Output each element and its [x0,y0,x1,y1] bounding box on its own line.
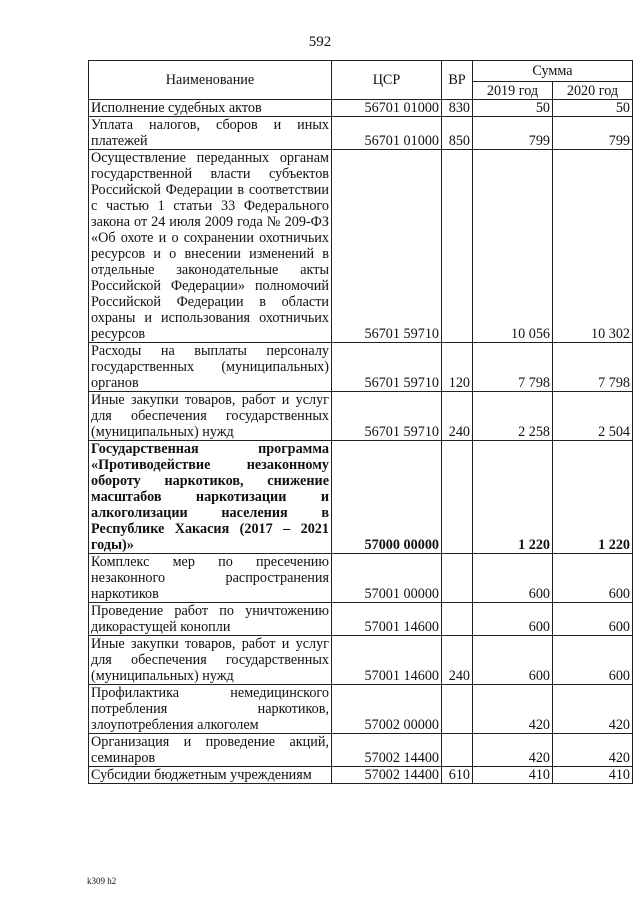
table-row [89,343,633,392]
row-value-2020: 600 [553,554,633,603]
row-value-2019: 410 [473,767,553,784]
row-csr: 57002 14400 [332,767,442,784]
row-value-2019: 7 798 [473,343,553,392]
row-name: Проведение работ по уничтожению дикорастущей конопли [89,603,332,636]
row-csr: 57002 00000 [332,685,442,734]
table-row [89,734,633,767]
row-value-2019: 10 056 [473,150,553,343]
row-vr: 120 [442,343,473,392]
row-value-2019: 420 [473,685,553,734]
row-csr: 56701 59710 [332,150,442,343]
row-csr: 57002 14400 [332,734,442,767]
table-row [89,150,633,343]
row-name: Иные закупки товаров, работ и услуг для обеспечения государственных (муниципальных) нужд [89,392,332,441]
row-value-2020: 7 798 [553,343,633,392]
page-number: 592 [308,34,332,50]
row-vr: 240 [442,636,473,685]
row-name: Государственная программа «Противодействие незаконному обороту наркотиков, снижение масштабов наркотизации и алкоголизации населения в Республике Хакасия (2017 – 2021 годы)» [89,441,332,554]
table-row [89,603,633,636]
table-row [89,441,633,554]
header-vr: ВР [442,61,473,100]
row-value-2019: 600 [473,554,553,603]
header-year-2020: 2020 год [553,82,633,100]
row-vr: 830 [442,100,473,117]
table-row [89,392,633,441]
row-name: Уплата налогов, сборов и иных платежей [89,117,332,150]
table-row [89,636,633,685]
footer-code: k309 h2 [87,876,117,886]
row-vr: 240 [442,392,473,441]
row-csr: 56701 59710 [332,343,442,392]
row-value-2020: 600 [553,636,633,685]
row-value-2020: 10 302 [553,150,633,343]
row-csr: 57000 00000 [332,441,442,554]
table-body [89,100,633,784]
row-name: Профилактика немедицинского потребления наркотиков, злоупотребления алкоголем [89,685,332,734]
row-name: Исполнение судебных актов [89,100,332,117]
row-value-2019: 420 [473,734,553,767]
row-csr: 56701 59710 [332,392,442,441]
row-value-2020: 2 504 [553,392,633,441]
table-row [89,554,633,603]
row-value-2019: 600 [473,603,553,636]
row-name: Организация и проведение акций, семинаров [89,734,332,767]
row-value-2020: 799 [553,117,633,150]
row-csr: 57001 14600 [332,636,442,685]
row-vr: 850 [442,117,473,150]
row-name: Расходы на выплаты персоналу государственных (муниципальных) органов [89,343,332,392]
table-row [89,767,633,784]
budget-table [88,60,633,784]
row-value-2019: 2 258 [473,392,553,441]
row-name: Осуществление переданных органам государственной власти субъектов Российской Федерации в соответствии с частью 1 статьи 33 Федерального закона от 24 июля 2009 года № 209-ФЗ «Об охоте и о сохранении охотничьих ресурсов и о внесении изменений в отдельные законодательные акты Российской Федерации» полномочий Российской Федерации в области охраны и использования охотничьих ресурсов [89,150,332,343]
row-value-2020: 410 [553,767,633,784]
table-row [89,685,633,734]
header-csr: ЦСР [332,61,442,100]
header-year-2019: 2019 год [473,82,553,100]
row-value-2019: 600 [473,636,553,685]
row-value-2020: 420 [553,734,633,767]
table-row [89,100,633,117]
row-value-2019: 1 220 [473,441,553,554]
row-value-2020: 600 [553,603,633,636]
row-vr [442,603,473,636]
header-sum: Сумма [473,61,633,82]
row-value-2020: 50 [553,100,633,117]
header-name: Наименование [89,61,332,100]
row-value-2020: 420 [553,685,633,734]
row-vr [442,441,473,554]
row-name: Комплекс мер по пресечению незаконного распространения наркотиков [89,554,332,603]
row-csr: 56701 01000 [332,100,442,117]
row-value-2019: 799 [473,117,553,150]
row-name: Иные закупки товаров, работ и услуг для обеспечения государственных (муниципальных) нужд [89,636,332,685]
row-value-2020: 1 220 [553,441,633,554]
row-name: Субсидии бюджетным учреждениям [89,767,332,784]
row-vr [442,554,473,603]
row-vr [442,685,473,734]
row-value-2019: 50 [473,100,553,117]
table-row [89,117,633,150]
row-csr: 57001 14600 [332,603,442,636]
row-vr: 610 [442,767,473,784]
row-vr [442,734,473,767]
row-vr [442,150,473,343]
row-csr: 56701 01000 [332,117,442,150]
row-csr: 57001 00000 [332,554,442,603]
